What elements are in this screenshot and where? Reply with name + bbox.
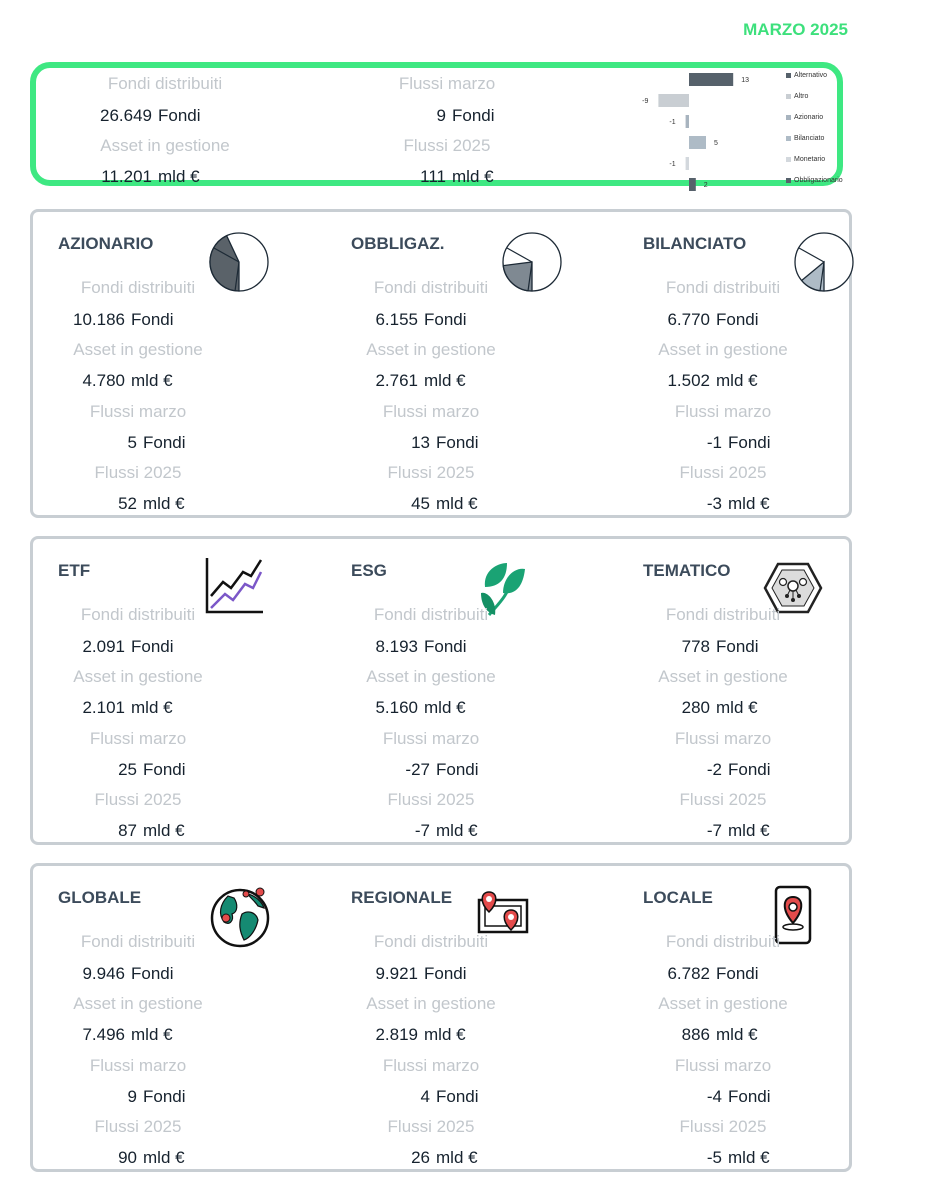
legend-entry bbox=[786, 114, 843, 135]
legend-entry bbox=[786, 177, 843, 198]
summary-flussi-mese-value: 9 Fondi bbox=[436, 106, 495, 125]
flussi-anno-value: 87 mld € bbox=[118, 821, 185, 840]
legend-label: Bilanciato bbox=[794, 135, 825, 142]
flows-chart-legend bbox=[786, 72, 843, 198]
category-title: ESG bbox=[351, 561, 387, 580]
category-title: GLOBALE bbox=[58, 888, 142, 907]
asset-value: 2.761 mld € bbox=[375, 371, 466, 390]
asset-value: 4.780 mld € bbox=[82, 371, 173, 390]
flow-bar-monetario bbox=[686, 157, 689, 170]
category-card bbox=[30, 536, 852, 845]
category-title: AZIONARIO bbox=[58, 234, 154, 253]
fondi-value: 10.186 Fondi bbox=[73, 310, 174, 329]
flow-bar-bilanciato bbox=[689, 136, 706, 149]
category-title: REGIONALE bbox=[351, 888, 453, 907]
asset-label: Asset in gestione bbox=[73, 994, 203, 1013]
flow-bar-label: 5 bbox=[714, 140, 718, 147]
fondi-label: Fondi distribuiti bbox=[80, 932, 196, 951]
fondi-label: Fondi distribuiti bbox=[80, 605, 196, 624]
asset-value: 280 mld € bbox=[681, 698, 758, 717]
asset-label: Asset in gestione bbox=[658, 994, 788, 1013]
flow-bar-alternativo bbox=[689, 73, 733, 86]
asset-label: Asset in gestione bbox=[366, 667, 496, 686]
report-date: MARZO 2025 bbox=[743, 20, 848, 39]
legend-entry bbox=[786, 135, 843, 156]
legend-swatch bbox=[786, 115, 791, 120]
flussi-mese-label: Flussi marzo bbox=[382, 402, 480, 421]
flussi-anno-value: 26 mld € bbox=[411, 1148, 478, 1167]
asset-label: Asset in gestione bbox=[366, 994, 496, 1013]
summary-fondi-label: Fondi distribuiti bbox=[107, 74, 223, 93]
flussi-mese-value: -4 Fondi bbox=[706, 1087, 771, 1106]
flows-bar-chart bbox=[626, 70, 776, 189]
flow-bar-label: -1 bbox=[669, 161, 676, 168]
flussi-anno-value: -7 mld € bbox=[414, 821, 478, 840]
legend-swatch bbox=[786, 73, 791, 78]
flussi-mese-value: 5 Fondi bbox=[127, 433, 186, 452]
fondi-label: Fondi distribuiti bbox=[373, 605, 489, 624]
category-card bbox=[30, 863, 852, 1172]
flussi-mese-label: Flussi marzo bbox=[89, 729, 187, 748]
summary-flussi-anno-label: Flussi 2025 bbox=[403, 136, 491, 155]
summary-fondi-value: 26.649 Fondi bbox=[100, 106, 201, 125]
flussi-anno-value: -7 mld € bbox=[706, 821, 770, 840]
category-title: LOCALE bbox=[643, 888, 713, 907]
flussi-anno-value: 90 mld € bbox=[118, 1148, 185, 1167]
flussi-mese-label: Flussi marzo bbox=[382, 729, 480, 748]
asset-label: Asset in gestione bbox=[73, 667, 203, 686]
category-title: OBBLIGAZ. bbox=[351, 234, 445, 253]
legend-entry bbox=[786, 156, 843, 177]
legend-label: Monetario bbox=[794, 156, 826, 163]
flussi-anno-label: Flussi 2025 bbox=[94, 463, 182, 482]
legend-swatch bbox=[786, 136, 791, 141]
legend-label: Azionario bbox=[794, 114, 824, 121]
flow-bar-altro bbox=[658, 94, 689, 107]
flussi-mese-value: -2 Fondi bbox=[706, 760, 771, 779]
fondi-label: Fondi distribuiti bbox=[665, 278, 781, 297]
fondi-value: 778 Fondi bbox=[681, 637, 759, 656]
flussi-anno-label: Flussi 2025 bbox=[679, 463, 767, 482]
fondi-value: 8.193 Fondi bbox=[375, 637, 467, 656]
flow-bar-label: 13 bbox=[741, 77, 749, 84]
legend-swatch bbox=[786, 178, 791, 183]
summary-flussi-anno-value: 111 mld € bbox=[420, 167, 494, 186]
legend-label: Alternativo bbox=[794, 72, 828, 79]
legend-swatch bbox=[786, 157, 791, 162]
flussi-anno-value: -3 mld € bbox=[706, 494, 770, 513]
flussi-mese-label: Flussi marzo bbox=[89, 402, 187, 421]
flow-bar-label: 2 bbox=[703, 182, 708, 189]
flussi-anno-label: Flussi 2025 bbox=[387, 1117, 475, 1136]
fondi-label: Fondi distribuiti bbox=[373, 278, 489, 297]
asset-label: Asset in gestione bbox=[658, 340, 788, 359]
flussi-mese-value: 13 Fondi bbox=[411, 433, 479, 452]
flow-bar-label: -1 bbox=[669, 119, 676, 126]
flussi-mese-label: Flussi marzo bbox=[674, 729, 772, 748]
fondi-value: 2.091 Fondi bbox=[82, 637, 174, 656]
asset-value: 5.160 mld € bbox=[375, 698, 466, 717]
asset-value: 886 mld € bbox=[681, 1025, 758, 1044]
category-title: TEMATICO bbox=[643, 561, 731, 580]
flow-bar-azionario bbox=[686, 115, 689, 128]
flow-bar-obbligazionario bbox=[689, 178, 696, 191]
flussi-anno-label: Flussi 2025 bbox=[94, 790, 182, 809]
fondi-label: Fondi distribuiti bbox=[665, 932, 781, 951]
legend-label: Altro bbox=[794, 93, 809, 100]
asset-label: Asset in gestione bbox=[73, 340, 203, 359]
summary-asset-label: Asset in gestione bbox=[100, 136, 230, 155]
asset-value: 2.101 mld € bbox=[82, 698, 173, 717]
flussi-anno-label: Flussi 2025 bbox=[94, 1117, 182, 1136]
flussi-mese-value: 9 Fondi bbox=[127, 1087, 186, 1106]
fondi-label: Fondi distribuiti bbox=[665, 605, 781, 624]
legend-entry bbox=[786, 93, 843, 114]
flussi-mese-value: -27 Fondi bbox=[405, 760, 479, 779]
fondi-value: 6.770 Fondi bbox=[667, 310, 759, 329]
asset-label: Asset in gestione bbox=[658, 667, 788, 686]
summary-asset-value: 11.201 mld € bbox=[101, 167, 200, 186]
asset-value: 2.819 mld € bbox=[375, 1025, 466, 1044]
fondi-value: 6.782 Fondi bbox=[667, 964, 759, 983]
asset-value: 7.496 mld € bbox=[82, 1025, 173, 1044]
flussi-mese-value: -1 Fondi bbox=[706, 433, 771, 452]
category-title: ETF bbox=[58, 561, 91, 580]
flussi-mese-value: 25 Fondi bbox=[118, 760, 186, 779]
flussi-anno-value: 52 mld € bbox=[118, 494, 185, 513]
category-title: BILANCIATO bbox=[643, 234, 747, 253]
flow-bar-label: -9 bbox=[642, 98, 649, 105]
summary-panel bbox=[30, 62, 843, 189]
flussi-anno-label: Flussi 2025 bbox=[679, 1117, 767, 1136]
fondi-label: Fondi distribuiti bbox=[80, 278, 196, 297]
flussi-mese-label: Flussi marzo bbox=[674, 1056, 772, 1075]
flussi-anno-value: 45 mld € bbox=[411, 494, 478, 513]
flussi-anno-label: Flussi 2025 bbox=[679, 790, 767, 809]
legend-label: Obbligazionario bbox=[794, 177, 843, 184]
flussi-anno-label: Flussi 2025 bbox=[387, 463, 475, 482]
flussi-mese-label: Flussi marzo bbox=[382, 1056, 480, 1075]
fondi-value: 6.155 Fondi bbox=[375, 310, 467, 329]
flussi-anno-label: Flussi 2025 bbox=[387, 790, 475, 809]
fondi-label: Fondi distribuiti bbox=[373, 932, 489, 951]
asset-label: Asset in gestione bbox=[366, 340, 496, 359]
category-card bbox=[30, 209, 852, 518]
legend-swatch bbox=[786, 94, 791, 99]
fondi-value: 9.921 Fondi bbox=[375, 964, 467, 983]
flussi-mese-label: Flussi marzo bbox=[674, 402, 772, 421]
flussi-mese-label: Flussi marzo bbox=[89, 1056, 187, 1075]
flussi-mese-value: 4 Fondi bbox=[420, 1087, 479, 1106]
fondi-value: 9.946 Fondi bbox=[82, 964, 174, 983]
asset-value: 1.502 mld € bbox=[667, 371, 758, 390]
flussi-anno-value: -5 mld € bbox=[706, 1148, 770, 1167]
summary-flussi-mese-label: Flussi marzo bbox=[398, 74, 496, 93]
legend-entry bbox=[786, 72, 843, 93]
